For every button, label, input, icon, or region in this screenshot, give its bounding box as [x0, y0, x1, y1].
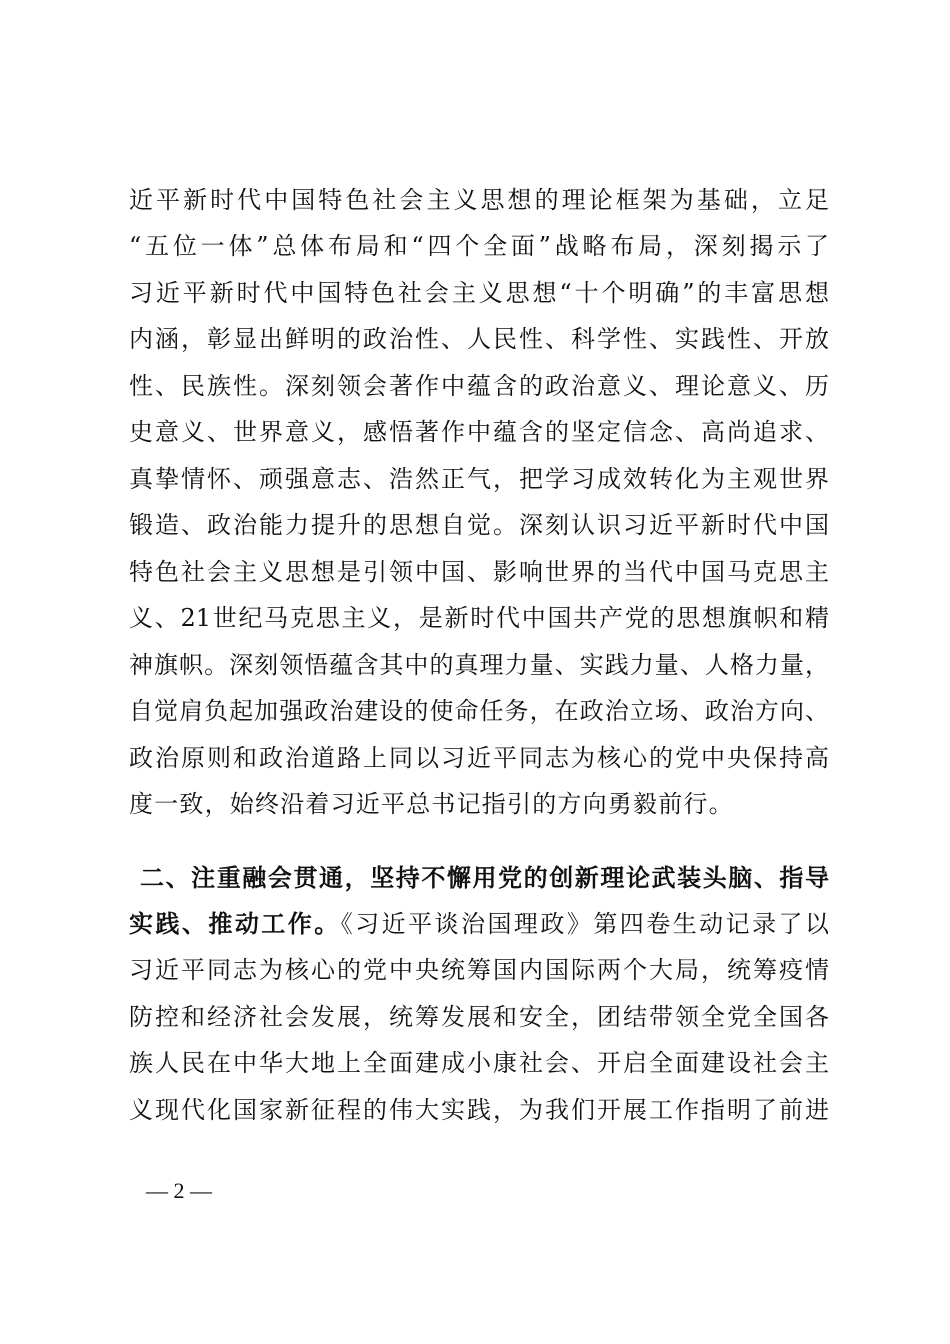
text-run: 《习近平谈治国理政》第四卷生动记录了以 [340, 910, 830, 938]
page-number: — 2 — [146, 1178, 212, 1203]
section-heading: 二、注重融会贯通，坚持不懈用党的创新理论武装头脑、指导 [140, 864, 829, 892]
text-line: 族人民在中华大地上全面建成小康社会、开启全面建设社会主 [129, 1049, 829, 1077]
text-line: 特色社会主义思想是引领中国、影响世界的当代中国马克思主 [129, 558, 829, 586]
text-line [129, 904, 829, 944]
text-line: 义现代化国家新征程的伟大实践，为我们开展工作指明了前进 [129, 1096, 829, 1124]
text-line: 习近平新时代中国特色社会主义思想“十个明确”的丰富思想 [129, 279, 829, 307]
text-line: 性、民族性。深刻领会著作中蕴含的政治意义、理论意义、历 [129, 372, 829, 400]
text-line: 习近平同志为核心的党中央统筹国内国际两个大局，统筹疫情 [129, 956, 829, 984]
section-heading-continuation: 实践、推动工作。 [129, 910, 341, 938]
text-line: 近平新时代中国特色社会主义思想的理论框架为基础，立足 [129, 186, 829, 214]
text-line: 度一致，始终沿着习近平总书记指引的方向勇毅前行。 [129, 790, 734, 818]
text-line: 自觉肩负起加强政治建设的使命任务，在政治立场、政治方向、 [129, 697, 829, 725]
text-line: 神旗帜。深刻领悟蕴含其中的真理力量、实践力量、人格力量， [129, 651, 829, 679]
text-line: 防控和经济社会发展，统筹发展和安全，团结带领全党全国各 [129, 1003, 829, 1031]
text-line: “五位一体”总体布局和“四个全面”战略布局，深刻揭示了 [129, 232, 829, 260]
text-line: 义、21世纪马克思主义，是新时代中国共产党的思想旗帜和精 [129, 604, 829, 632]
text-line: 史意义、世界意义，感悟著作中蕴含的坚定信念、高尚追求、 [129, 418, 829, 446]
text-line: 内涵，彰显出鲜明的政治性、人民性、科学性、实践性、开放 [129, 325, 829, 353]
text-line: 政治原则和政治道路上同以习近平同志为核心的党中央保持高 [129, 744, 829, 772]
text-line: 真挚情怀、顽强意志、浩然正气，把学习成效转化为主观世界 [129, 465, 829, 493]
text-line: 锻造、政治能力提升的思想自觉。深刻认识习近平新时代中国 [129, 511, 829, 539]
